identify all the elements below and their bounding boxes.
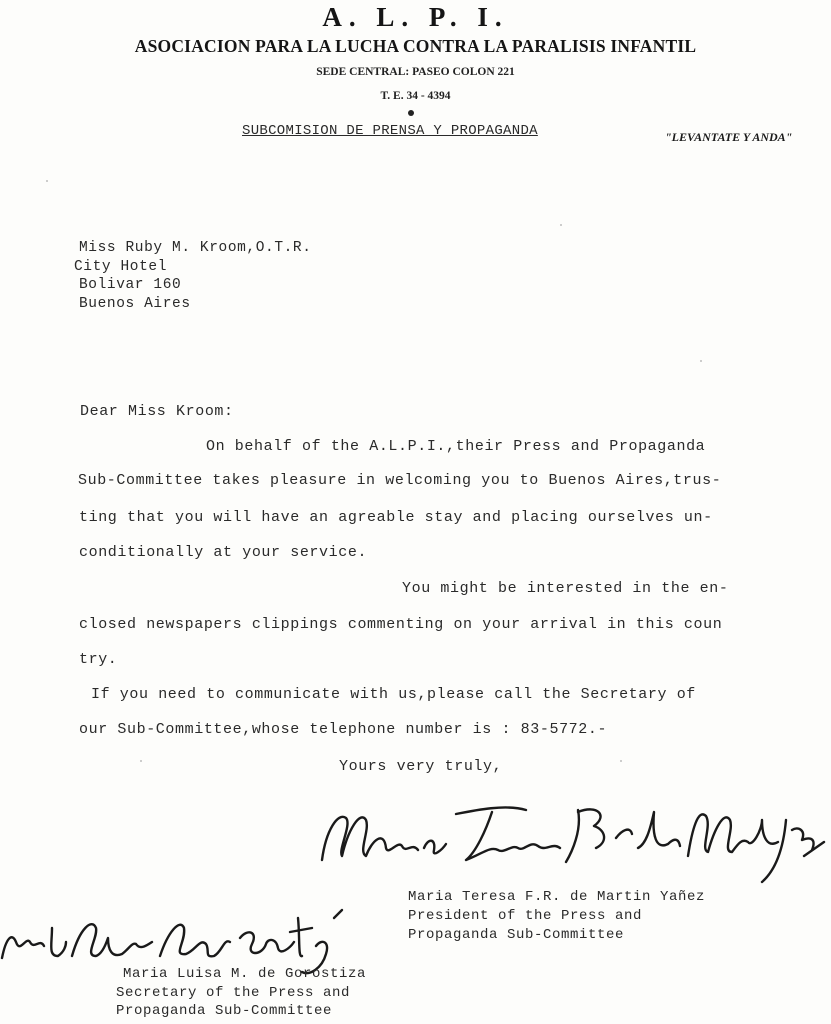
org-address: SEDE CENTRAL: PASEO COLON 221	[316, 66, 515, 78]
scan-speck	[700, 360, 702, 362]
body-line: On behalf of the A.L.P.I.,their Press and Propaganda	[206, 438, 706, 455]
subcommission-heading: SUBCOMISION DE PRENSA Y PROPAGANDA	[242, 123, 538, 139]
body-line: our Sub-Committee,whose telephone number is : 83-5772.-	[79, 721, 608, 738]
bullet-dot	[408, 110, 414, 116]
scan-speck	[560, 224, 562, 226]
president-signature	[316, 790, 826, 890]
recipient-line: City Hotel	[74, 259, 168, 275]
president-title: Propaganda Sub-Committee	[408, 927, 625, 943]
secretary-title: Propaganda Sub-Committee	[116, 1003, 333, 1019]
president-title: President of the Press and	[408, 908, 643, 924]
recipient-line: Bolivar 160	[79, 277, 182, 293]
scan-speck	[140, 760, 142, 762]
body-line: Sub-Committee takes pleasure in welcoming you to Buenos Aires,trus-	[78, 472, 722, 489]
org-phone: T. E. 34 - 4394	[380, 90, 451, 102]
body-line: You might be interested in the en-	[402, 580, 729, 597]
body-line: If you need to communicate with us,please call the Secretary of	[91, 686, 696, 703]
org-name: ASOCIACION PARA LA LUCHA CONTRA LA PARALISIS INFANTIL	[134, 36, 697, 56]
body-line: conditionally at your service.	[79, 544, 368, 561]
body-line: closed newspapers clippings commenting on your arrival in this coun	[79, 616, 723, 633]
secretary-name: Maria Luisa M. de Gorostiza	[123, 966, 367, 982]
secretary-title: Secretary of the Press and	[116, 985, 351, 1001]
recipient-line: Buenos Aires	[79, 296, 191, 312]
body-line: ting that you will have an agreable stay and placing ourselves un-	[79, 509, 713, 526]
president-name: Maria Teresa F.R. de Martin Yañez	[408, 889, 706, 905]
closing: Yours very truly,	[339, 758, 503, 775]
recipient-line: Miss Ruby M. Kroom,O.T.R.	[79, 240, 312, 256]
body-line: try.	[79, 651, 118, 668]
scan-speck	[620, 760, 622, 762]
motto: "LEVANTATE Y ANDA"	[665, 130, 793, 144]
salutation: Dear Miss Kroom:	[80, 403, 234, 420]
scan-speck	[46, 180, 48, 182]
org-acronym: A. L. P. I.	[322, 2, 509, 32]
